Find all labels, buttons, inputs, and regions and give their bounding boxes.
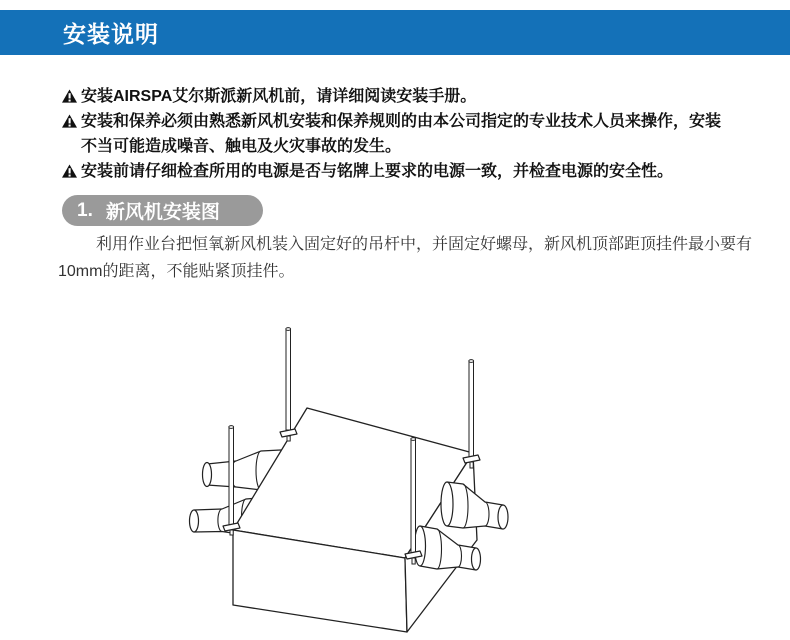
warning-item	[62, 159, 725, 184]
warnings-list	[62, 84, 725, 184]
warning-triangle-icon	[62, 164, 77, 178]
unit-box	[233, 408, 477, 632]
warning-triangle-icon	[62, 89, 77, 103]
warning-item	[62, 109, 725, 159]
section-number: 1.	[77, 199, 93, 221]
installation-diagram	[0, 300, 790, 640]
warning-text: 安装和保养必须由熟悉新风机安装和保养规则的由本公司指定的专业技术人员来操作，安装不当可能造成噪音、触电及火灾事故的发生。	[81, 113, 722, 155]
warning-item	[62, 84, 725, 109]
warning-triangle-icon	[62, 114, 77, 128]
page-title: 安装说明	[63, 21, 159, 47]
header-bar	[0, 10, 790, 55]
section-title: 新风机安装图	[105, 202, 220, 223]
hanging-rod-back-left	[280, 328, 297, 441]
warning-text: 安装AIRSPA艾尔斯派新风机前，请详细阅读安装手册。	[81, 88, 477, 105]
warning-text: 安装前请仔细检查所用的电源是否与铭牌上要求的电源一致，并检查电源的安全性。	[81, 163, 674, 180]
installation-note: 利用作业台把恒氧新风机装入固定好的吊杆中，并固定好螺母，新风机顶部距顶挂件最小要有10mm的距离，不能贴紧顶挂件。	[58, 236, 753, 280]
section-heading	[62, 195, 263, 226]
